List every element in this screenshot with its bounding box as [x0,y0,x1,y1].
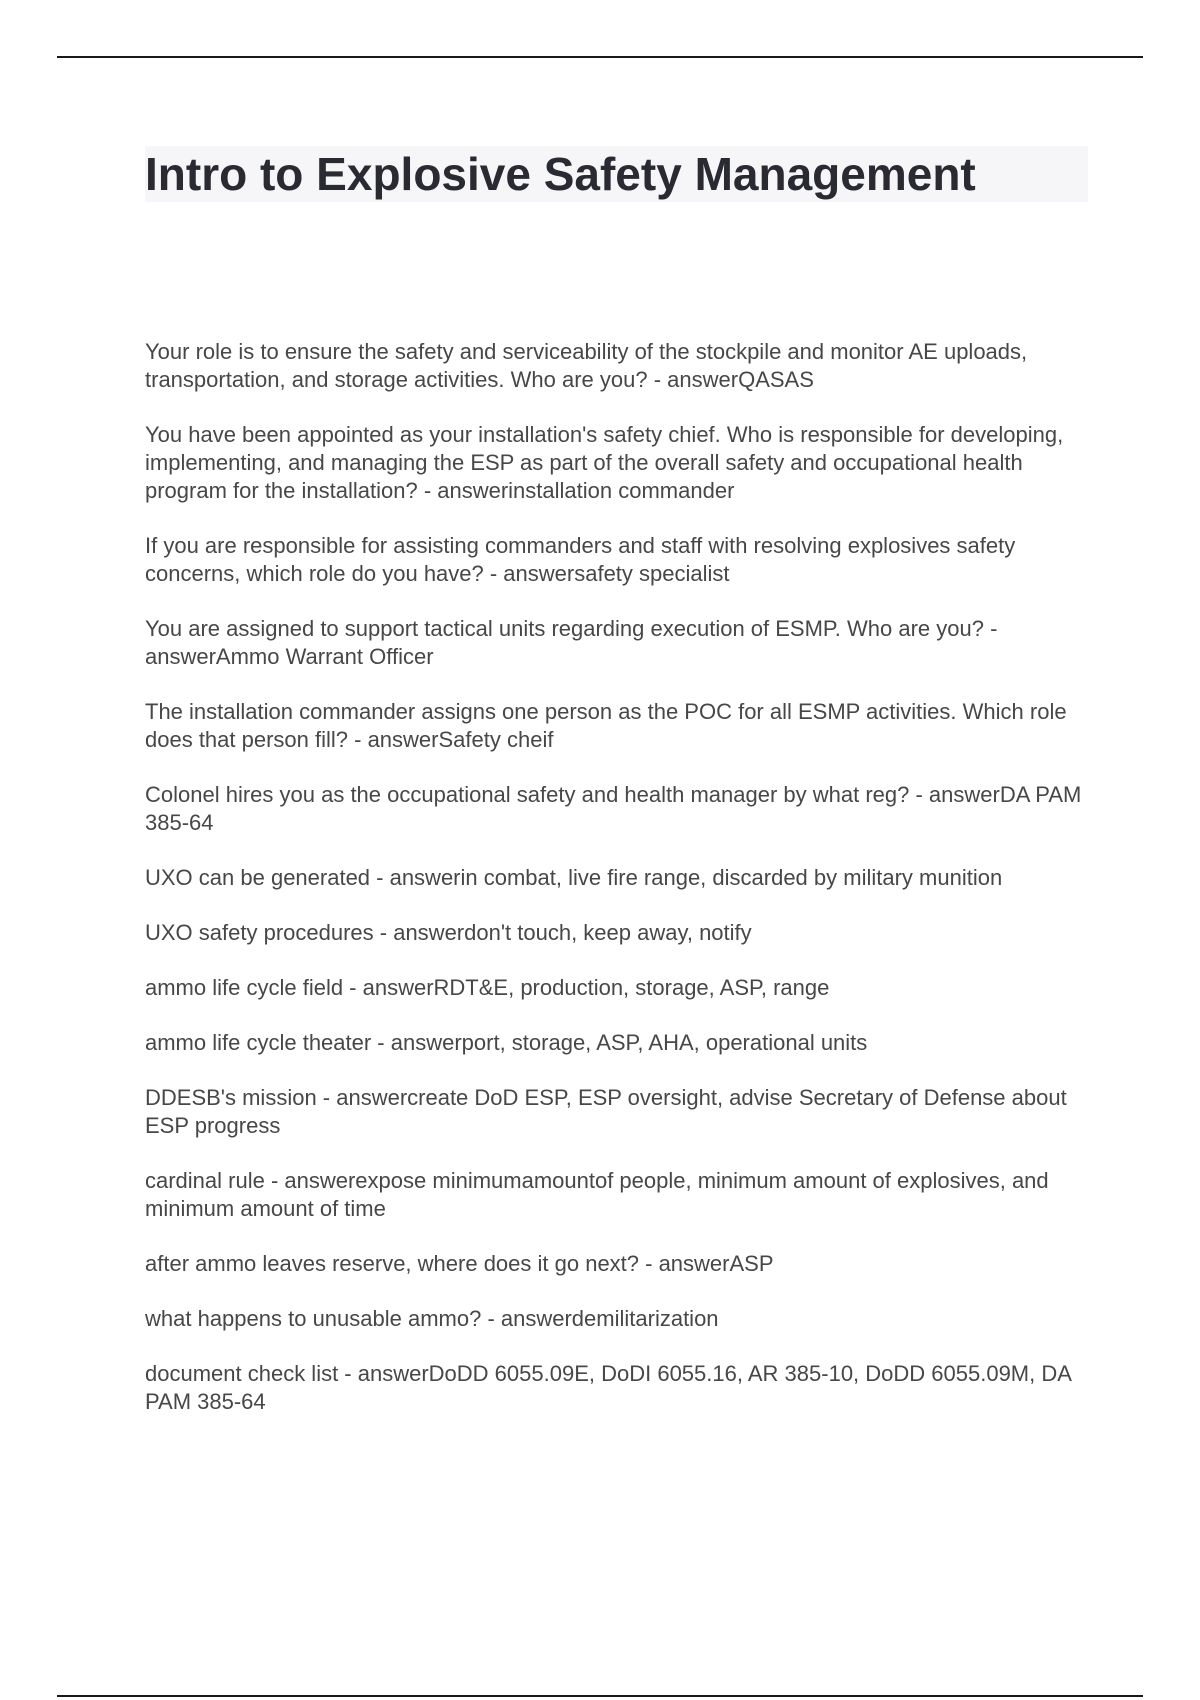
qa-item: UXO safety procedures - answerdon't touch, keep away, notify [145,920,752,945]
qa-item: You are assigned to support tactical units regarding execution of ESMP. Who are you? - answerAmmo Warrant Officer [145,616,998,669]
qa-item: Colonel hires you as the occupational safety and health manager by what reg? - answerDA PAM 385-64 [145,782,1082,835]
qa-item: ammo life cycle field - answerRDT&E, production, storage, ASP, range [145,975,830,1000]
qa-item: UXO can be generated - answerin combat, live fire range, discarded by military munition [145,865,1003,890]
page-title: Intro to Explosive Safety Management [145,148,976,200]
top-rule [57,56,1143,58]
qa-item: what happens to unusable ammo? - answerdemilitarization [145,1306,719,1331]
qa-list [145,338,1095,1443]
qa-item: The installation commander assigns one person as the POC for all ESMP activities. Which role does that person fill? - answerSafety cheif [145,699,1067,752]
bottom-rule [57,1695,1143,1697]
qa-item: If you are responsible for assisting commanders and staff with resolving explosives safety concerns, which role do you have? - answersafety specialist [145,533,1016,586]
qa-item: You have been appointed as your installation's safety chief. Who is responsible for developing, implementing, and managing the ESP as part of the overall safety and occupational health program for the installation? - answerinstallation commander [145,422,1064,503]
qa-item: DDESB's mission - answercreate DoD ESP, ESP oversight, advise Secretary of Defense about ESP progress [145,1085,1067,1138]
qa-item: cardinal rule - answerexpose minimumamountof people, minimum amount of explosives, and minimum amount of time [145,1168,1049,1221]
qa-item: ammo life cycle theater - answerport, storage, ASP, AHA, operational units [145,1030,868,1055]
qa-item: Your role is to ensure the safety and serviceability of the stockpile and monitor AE uploads, transportation, and storage activities. Who are you? - answerQASAS [145,339,1028,392]
qa-item: after ammo leaves reserve, where does it go next? - answerASP [145,1251,774,1276]
qa-item: document check list - answerDoDD 6055.09E, DoDI 6055.16, AR 385-10, DoDD 6055.09M, DA PAM 385-64 [145,1361,1071,1414]
